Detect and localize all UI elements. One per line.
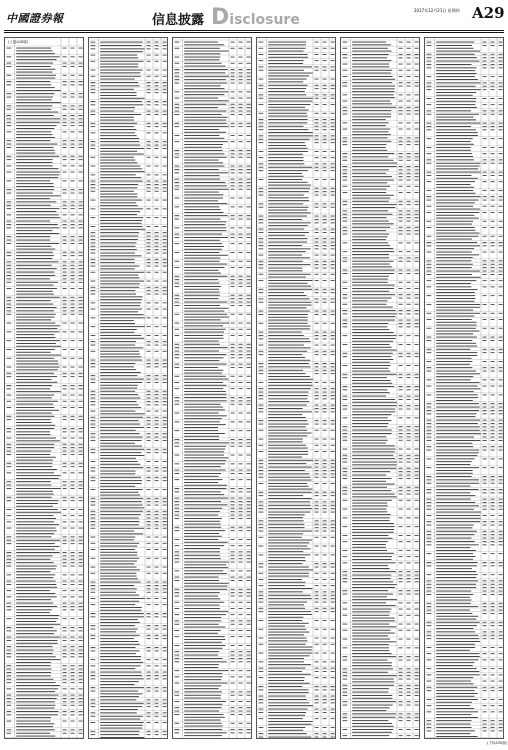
table-column [172, 37, 252, 739]
masthead [0, 0, 508, 34]
page-number: A29 [472, 4, 505, 22]
disclosure-table-grid [4, 37, 504, 739]
table-column-texture [89, 38, 168, 739]
dateline: 2017年12月21日 星期四 [414, 8, 460, 13]
table-column [424, 37, 504, 739]
section-title-cn: 信息披露 [152, 13, 205, 28]
table-column [256, 37, 336, 739]
newspaper-logo: 中國證券報 [6, 12, 64, 25]
continued-from-label: (上接A28版) [8, 40, 29, 44]
table-column-texture [341, 38, 420, 739]
continued-to-note: (下转A30版) [487, 741, 508, 745]
section-title-en-initial: D [211, 5, 230, 30]
section-title-en-rest: isclosure [229, 12, 300, 28]
masthead-rule-thin [4, 32, 504, 33]
table-column-texture [5, 38, 84, 739]
table-column-texture [425, 38, 504, 739]
table-column [340, 37, 420, 739]
masthead-rule-thick [4, 30, 504, 31]
table-column [4, 37, 84, 739]
section-title-en [211, 5, 300, 30]
table-column [88, 37, 168, 739]
table-column-texture [173, 38, 252, 739]
table-column-texture [257, 38, 336, 739]
